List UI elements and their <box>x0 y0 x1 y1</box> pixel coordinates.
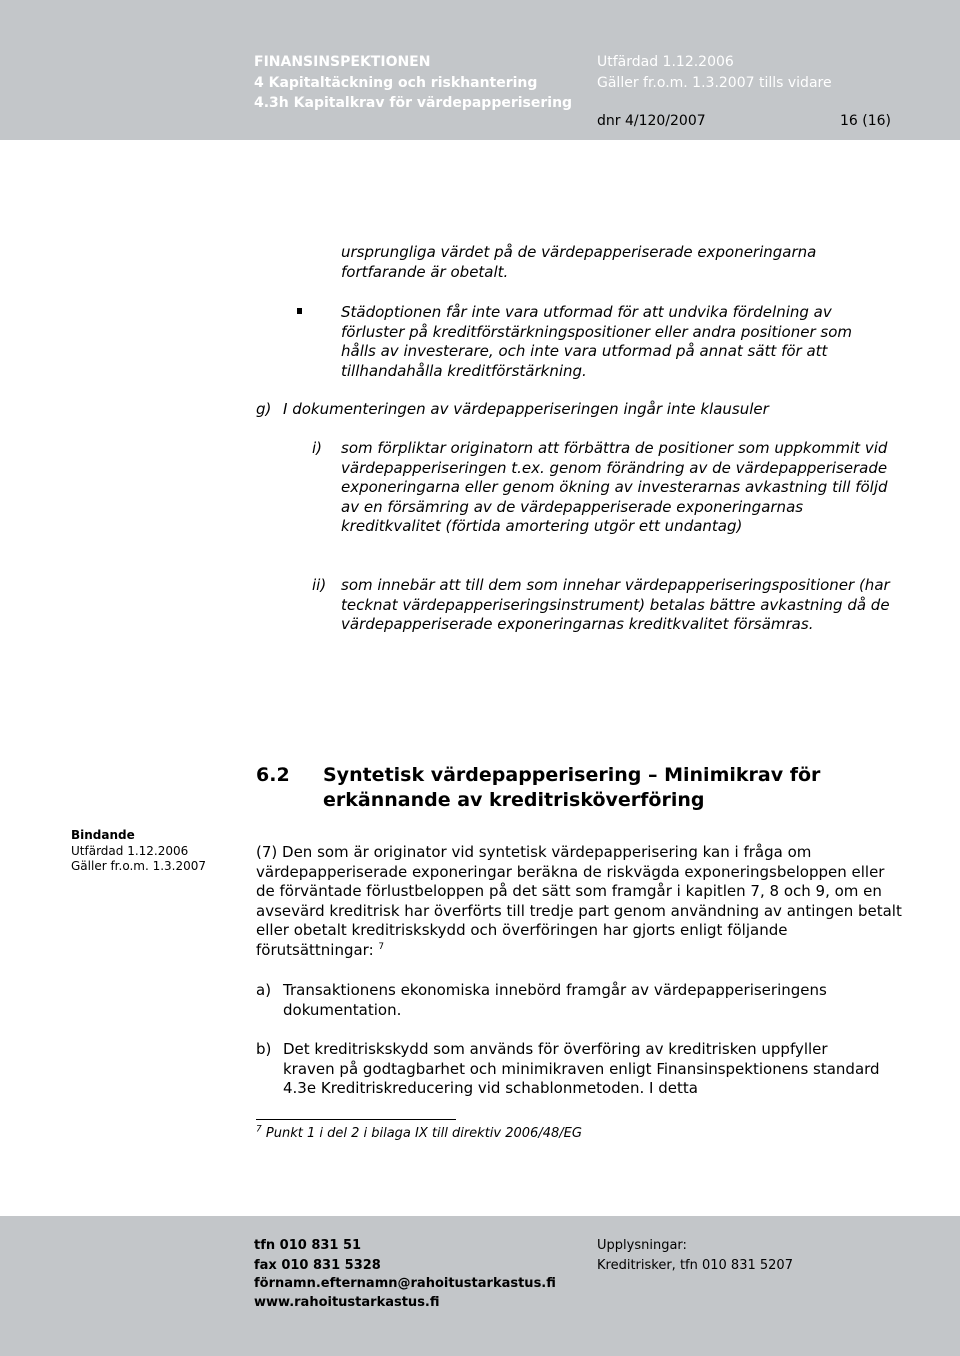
footnote-text: Punkt 1 i del 2 i bilaga IX till direktiv 2006/48/EG <box>265 1126 582 1141</box>
item-b-text: Det kreditriskskydd som används för överföring av kreditrisken uppfyller kraven på godtagbarhet och minimikraven enligt Finansinspektionens standard 4.3e Kreditriskreducering vid schablonmetoden. I detta <box>283 1040 880 1098</box>
continued-paragraph: ursprungliga värdet på de värdepapperiserade exponeringarna fortfarande är obetalt. <box>341 243 817 281</box>
header-issued: Utfärdad 1.12.2006 <box>597 54 734 70</box>
item-a-label: a) <box>256 981 272 999</box>
sub-ii-label: ii) <box>312 576 327 594</box>
section-title: Syntetisk värdepapperisering – Minimikrav för erkännande av kreditrisköverföring <box>323 764 821 811</box>
side-valid-label: Gäller fr.o.m. 1.3.2007 <box>71 859 207 873</box>
header-chapter: 4 Kapitaltäckning och riskhantering <box>254 75 538 91</box>
header-page-number: 16 (16) <box>840 113 892 129</box>
footer-info-value: Kreditrisker, tfn 010 831 5207 <box>597 1258 793 1273</box>
item-a-text: Transaktionens ekonomiska innebörd framgår av värdepapperiseringens dokumentation. <box>283 981 827 1019</box>
paragraph-7-text: (7) Den som är originator vid syntetisk värdepapperisering kan i fråga om värdepapperiserade exponeringar beräkna de riskvägda exponeringsbeloppen eller de förväntade förlustbeloppen på det sätt som framgår i kapitlen 7, 8 och 9, om en avsevärd kreditrisk har överförts till tredje part genom användning av antingen betalt eller obetalt kreditriskskydd och överföringen har gjorts enligt följande förutsättningar: <box>256 843 902 959</box>
footnote <box>256 1124 582 1144</box>
footer-email[interactable]: förnamn.efternamn@rahoitustarkastus.fi <box>254 1276 556 1291</box>
footnote-number: 7 <box>256 1124 262 1135</box>
paragraph-7-footnote-ref: 7 <box>378 941 385 952</box>
side-issued-label: Utfärdad 1.12.2006 <box>71 844 189 858</box>
page-header <box>0 0 960 140</box>
sub-i-text: som förpliktar originatorn att förbättra de positioner som uppkommit vid värdepapperiseringen t.ex. genom förändring av de värdepapperiserade exponeringarna eller genom ökning av investerarnas avkastning till följd av en försämring av de värdepapperiserade exponeringarnas kreditkvalitet (förtida amortering utgör ett undantag) <box>341 439 888 536</box>
bullet-square-icon <box>297 308 302 314</box>
item-g-text: I dokumenteringen av värdepapperiseringen ingår inte klausuler <box>283 400 769 418</box>
header-valid: Gäller fr.o.m. 1.3.2007 tills vidare <box>597 75 832 91</box>
item-b-label: b) <box>256 1040 272 1058</box>
paragraph-7 <box>256 843 906 961</box>
side-binding-label: Bindande <box>71 828 135 842</box>
footer-fax: fax 010 831 5328 <box>254 1258 381 1273</box>
footer-info-label: Upplysningar: <box>597 1238 687 1253</box>
bullet-paragraph: Städoptionen får inte vara utformad för att undvika fördelning av förluster på kreditförstärkningspositioner eller andra positioner som hålls av investerare, och inte vara utformad på annat sätt för att tillhandahålla kreditförstärkning. <box>341 303 853 380</box>
header-dnr: dnr 4/120/2007 <box>597 113 706 129</box>
section-number: 6.2 <box>256 764 290 786</box>
page-footer <box>0 1216 960 1356</box>
sub-i-label: i) <box>312 439 323 457</box>
item-g-label: g) <box>256 400 272 418</box>
footer-website[interactable]: www.rahoitustarkastus.fi <box>254 1295 440 1310</box>
header-org: FINANSINSPEKTIONEN <box>254 54 431 70</box>
footer-phone: tfn 010 831 51 <box>254 1238 362 1253</box>
footnote-divider <box>256 1119 456 1120</box>
sub-ii-text: som innebär att till dem som innehar värdepapperiseringspositioner (har tecknat värdepapperiseringsinstrument) betalas bättre avkastning då de värdepapperiserade exponeringarnas kreditkvalitet försämras. <box>341 576 890 634</box>
header-section: 4.3h Kapitalkrav för värdepapperisering <box>254 95 573 111</box>
